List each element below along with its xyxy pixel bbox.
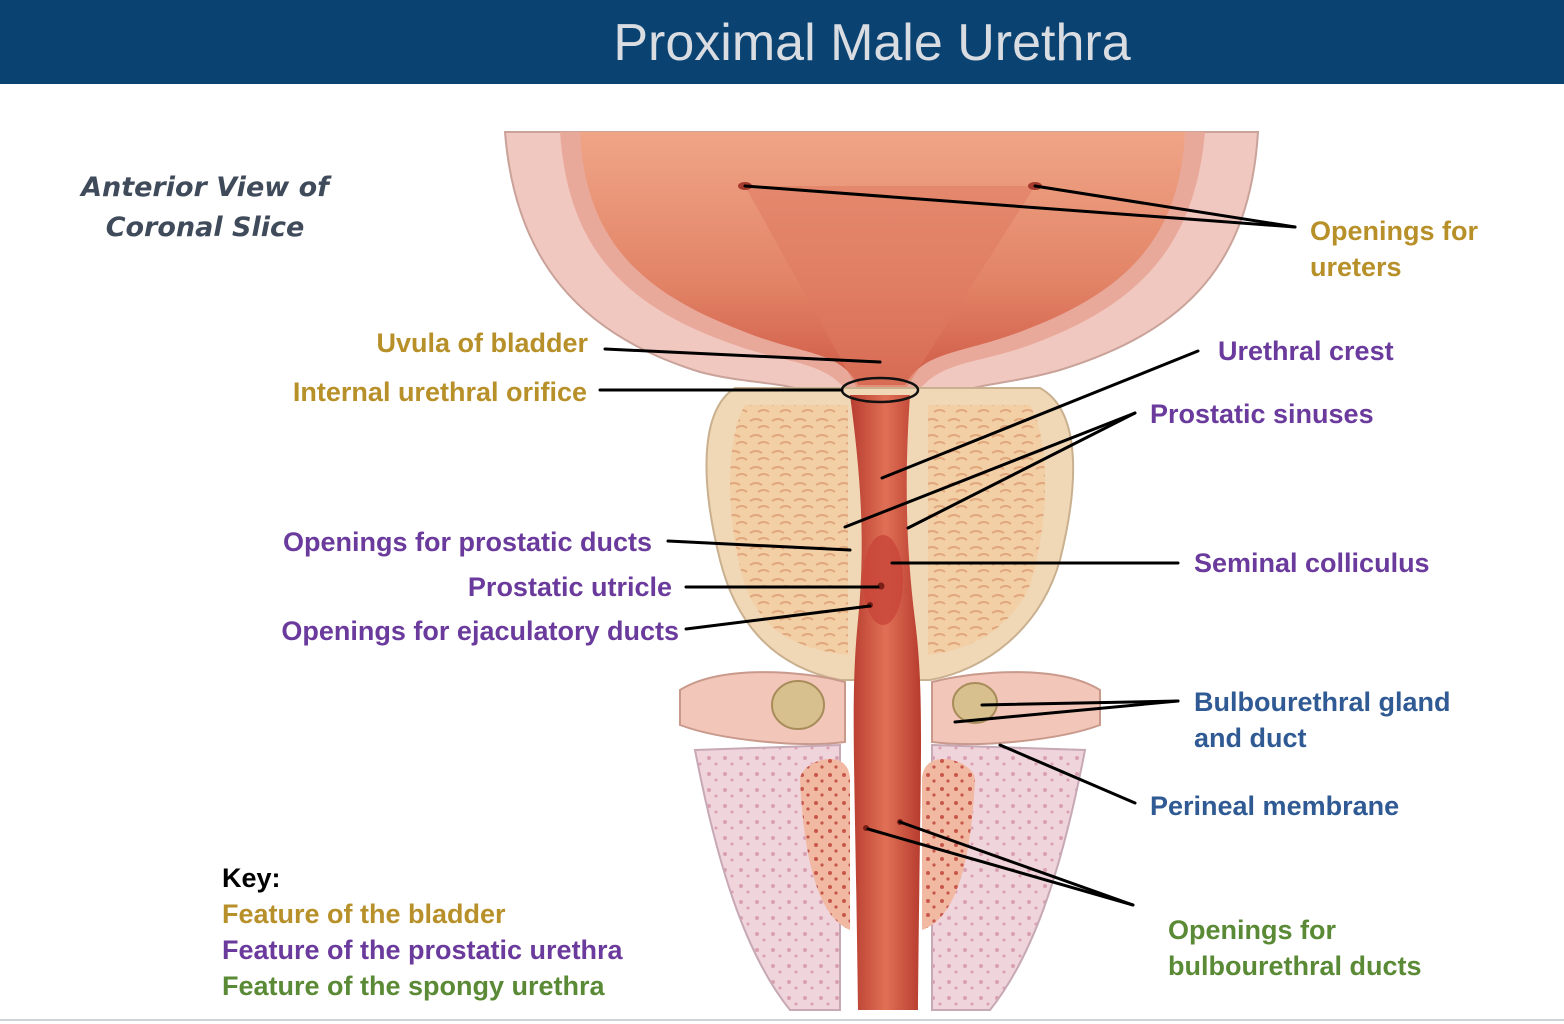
bottom-divider xyxy=(0,1019,1564,1021)
key-bladder: Feature of the bladder xyxy=(222,899,506,929)
label-perineal-membrane: Perineal membrane xyxy=(1150,791,1400,821)
view-caption-line1: Anterior View of xyxy=(81,172,329,203)
view-caption xyxy=(70,168,340,248)
key-spongy: Feature of the spongy urethra xyxy=(222,971,605,1001)
label-bulbourethral-gland-line1: Bulbourethral gland xyxy=(1194,687,1451,717)
color-key xyxy=(222,860,623,1004)
label-uvula-of-bladder: Uvula of bladder xyxy=(376,328,588,358)
label-urethral-crest: Urethral crest xyxy=(1218,336,1394,366)
label-openings-bulbourethral-ducts xyxy=(1168,912,1422,984)
label-bulbourethral-gland xyxy=(1194,684,1451,756)
label-openings-bulbourethral-line2: bulbourethral ducts xyxy=(1168,951,1422,981)
label-openings-bulbourethral-line1: Openings for xyxy=(1168,915,1336,945)
label-openings-prostatic-ducts: Openings for prostatic ducts xyxy=(282,527,652,557)
label-openings-ureters-line1: Openings for xyxy=(1310,216,1478,246)
label-openings-ureters-line2: ureters xyxy=(1310,252,1402,282)
key-prostatic: Feature of the prostatic urethra xyxy=(222,935,623,965)
label-prostatic-sinuses: Prostatic sinuses xyxy=(1150,399,1374,429)
label-prostatic-utricle: Prostatic utricle xyxy=(467,572,672,602)
page-title: Proximal Male Urethra xyxy=(613,14,1131,72)
label-bulbourethral-gland-line2: and duct xyxy=(1194,723,1307,753)
label-internal-urethral-orifice: Internal urethral orifice xyxy=(292,377,587,407)
view-caption-line2: Coronal Slice xyxy=(105,212,305,243)
key-heading: Key: xyxy=(222,863,281,893)
label-seminal-colliculus: Seminal colliculus xyxy=(1194,548,1430,578)
label-openings-ejaculatory-ducts: Openings for ejaculatory ducts xyxy=(281,616,679,646)
seminal-colliculus-mound xyxy=(863,535,903,625)
label-openings-ureters xyxy=(1310,213,1478,285)
